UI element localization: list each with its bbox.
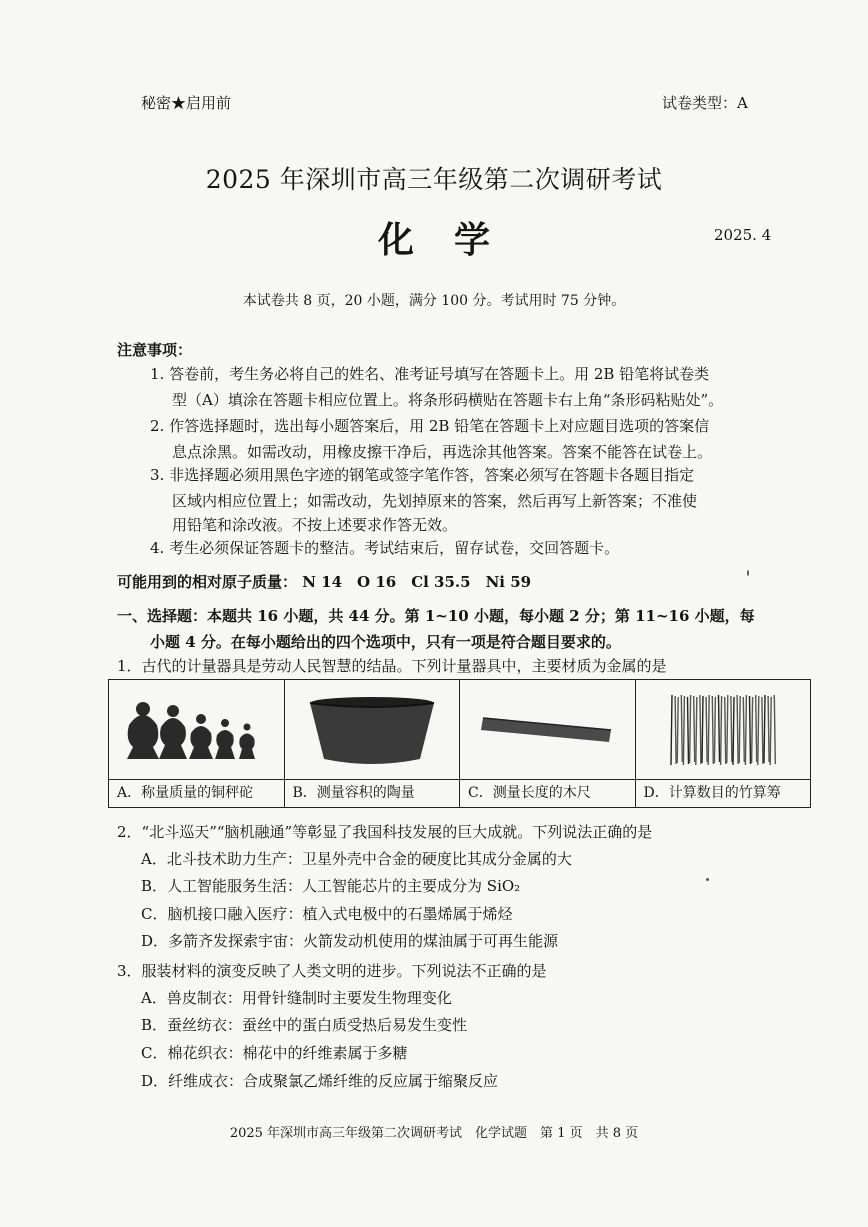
question-2-stem: 2．“北斗巡天”“脑机融通”等彰显了我国科技发展的巨大成就。下列说法正确的是 [117, 823, 653, 841]
question-3-option: C．棉花织衣：棉花中的纤维素属于多糖 [141, 1044, 408, 1062]
question-1-options-table [108, 679, 811, 808]
scan-speck [706, 878, 709, 881]
question-2-option: C．脑机接口融入医疗：植入式电极中的石墨烯属于烯烃 [141, 905, 513, 923]
notice-line: 型（A）填涂在答题卡相应位置上。将条形码横贴在答题卡右上角“条形码粘贴处”。 [172, 391, 724, 409]
question-2-option: D．多箭齐发探索宇宙：火箭发动机使用的煤油属于可再生能源 [141, 932, 559, 950]
notice-line: 区域内相应位置上；如需改动，先划掉原来的答案，然后再写上新答案；不准使 [172, 492, 698, 510]
question-1-stem: 1．古代的计量器具是劳动人民智慧的结晶。下列计量器具中，主要材质为金属的是 [117, 657, 667, 675]
notice-line: 4. 考生必须保证答题卡的整洁。考试结束后，留存试卷，交回答题卡。 [150, 539, 620, 557]
bronze-weights-image [109, 680, 284, 780]
subject-title: 化学 [377, 219, 530, 261]
option-b-cell [285, 680, 461, 807]
paper-type-label: 试卷类型：A [662, 94, 748, 112]
notice-heading: 注意事项： [117, 341, 193, 359]
atomic-mass-line: 可能用到的相对原子质量： N 14 O 16 Cl 35.5 Ni 59 [117, 573, 532, 591]
option-d-label: D．计算数目的竹算筹 [643, 785, 781, 802]
option-a-label: A．称量质量的铜秤砣 [117, 785, 254, 802]
notice-line: 用铅笔和涂改液。不按上述要求作答无效。 [172, 516, 458, 534]
section-heading-cont: 小题 4 分。在每小题给出的四个选项中，只有一项是符合题目要求的。 [150, 633, 621, 651]
option-c-label: C．测量长度的木尺 [468, 785, 591, 802]
question-3-option: A．兽皮制衣：用骨针缝制时主要发生物理变化 [141, 989, 452, 1007]
notice-line: 2. 作答选择题时，选出每小题答案后，用 2B 铅笔在答题卡上对应题目选项的答案信 [150, 417, 710, 435]
question-2-option: A．北斗技术助力生产：卫星外壳中合金的硬度比其成分金属的大 [141, 850, 572, 868]
option-b-label: B．测量容积的陶量 [292, 785, 415, 802]
exam-date: 2025. 4 [714, 226, 772, 244]
bamboo-sticks-image [636, 680, 811, 780]
question-2-option: B．人工智能服务生活：人工智能芯片的主要成分为 SiO₂ [141, 877, 521, 895]
confidential-label: 秘密★启用前 [141, 94, 232, 112]
pottery-measure-image [285, 680, 460, 780]
scan-speck [747, 570, 749, 576]
notice-line: 息点涂黑。如需改动，用橡皮擦干净后，再选涂其他答案。答案不能答在试卷上。 [172, 443, 713, 461]
question-3-option: D．纤维成衣：合成聚氯乙烯纤维的反应属于缩聚反应 [141, 1072, 499, 1090]
question-3-option: B．蚕丝纺衣：蚕丝中的蛋白质受热后易发生变性 [141, 1016, 468, 1034]
page-footer: 2025 年深圳市高三年级第二次调研考试 化学试题 第 1 页 共 8 页 [229, 1126, 639, 1141]
notice-line: 1. 答卷前，考生务必将自己的姓名、准考证号填写在答题卡上。用 2B 铅笔将试卷类 [150, 365, 710, 383]
notice-line: 3. 非选择题必须用黑色字迹的钢笔或签字笔作答，答案必须写在答题卡各题目指定 [150, 466, 695, 484]
question-3-stem: 3．服装材料的演变反映了人类文明的进步。下列说法不正确的是 [117, 962, 547, 980]
exam-info-note: 本试卷共 8 页，20 小题，满分 100 分。考试用时 75 分钟。 [242, 293, 626, 309]
option-a-cell [109, 680, 285, 807]
option-d-cell [636, 680, 811, 807]
section-heading: 一、选择题：本题共 16 小题，共 44 分。第 1~10 小题，每小题 2 分；第 11~16 小题，每 [117, 607, 755, 625]
wooden-ruler-image [460, 680, 635, 780]
option-c-cell [460, 680, 636, 807]
exam-title: 2025 年深圳市高三年级第二次调研考试 [205, 165, 663, 194]
